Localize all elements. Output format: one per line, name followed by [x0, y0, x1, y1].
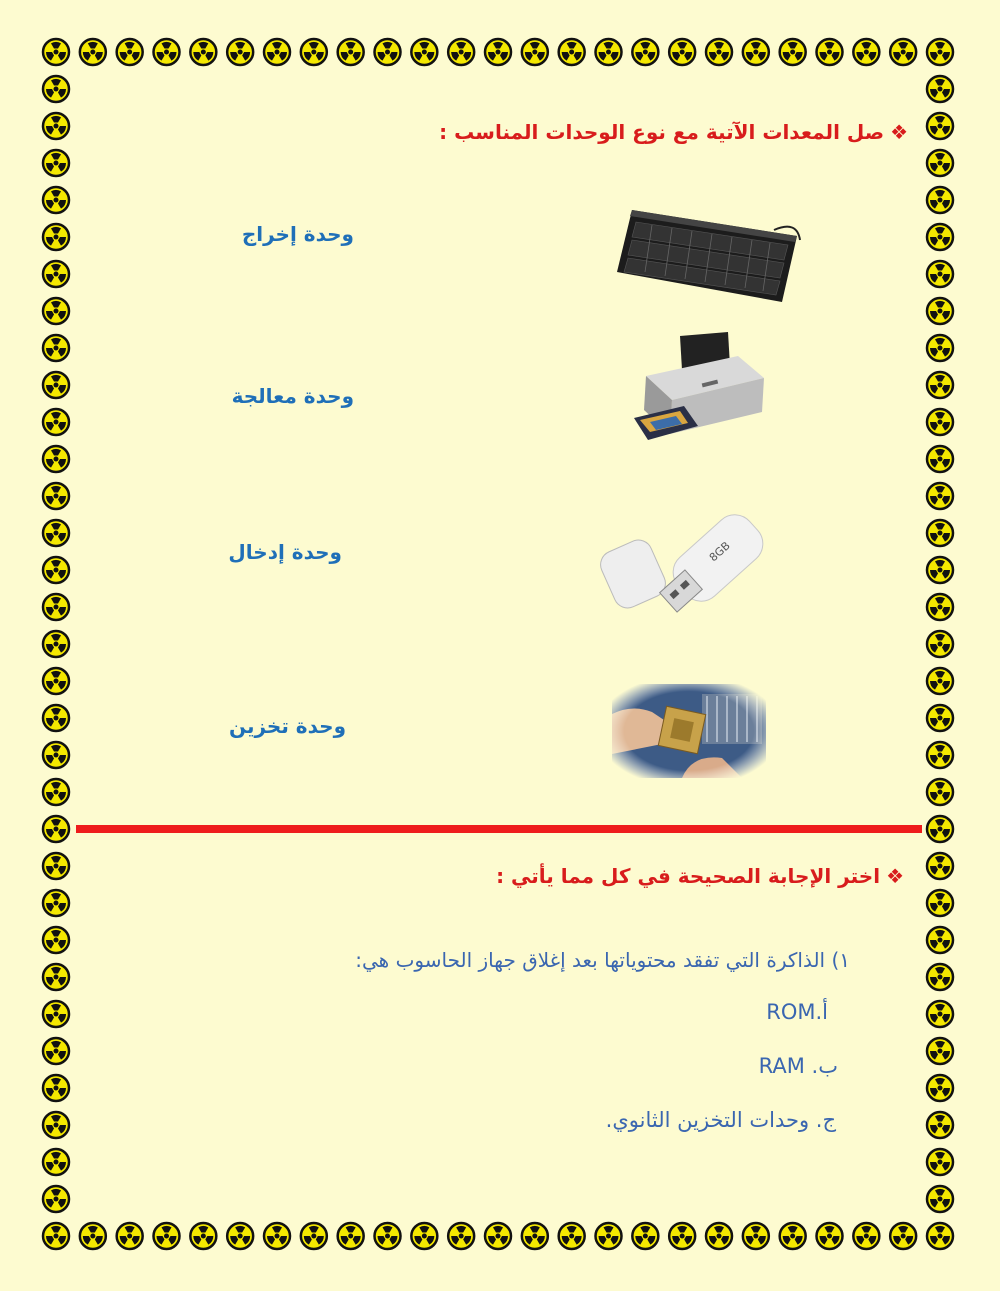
- unit-label-input: وحدة إدخال: [228, 540, 342, 564]
- diamond-bullet-icon: ❖: [890, 120, 908, 144]
- section1-title-text: صل المعدات الآتية مع نوع الوحدات المناسب :: [439, 120, 885, 144]
- usb-capacity-label: 8GB: [706, 539, 733, 565]
- section2-title-text: اختر الإجابة الصحيحة في كل مما يأتي :: [496, 864, 881, 888]
- question-1: ١) الذاكرة التي تفقد محتوياتها بعد إغلاق جهاز الحاسوب هي:: [355, 948, 850, 972]
- usb-flash-drive-image: [600, 508, 776, 626]
- processor-chip-image: [612, 684, 766, 778]
- keyboard-image: [612, 200, 802, 310]
- unit-label-processing: وحدة معالجة: [231, 384, 354, 408]
- printer-image: [628, 326, 768, 446]
- section2-title: [496, 864, 904, 888]
- section-divider: [76, 825, 922, 833]
- unit-label-output: وحدة إخراج: [241, 222, 354, 246]
- diamond-bullet-icon: ❖: [886, 864, 904, 888]
- section1-title: [439, 120, 908, 144]
- unit-label-storage: وحدة تخزين: [228, 714, 346, 738]
- option-c[interactable]: ج. وحدات التخزين الثانوي.: [605, 1108, 836, 1132]
- option-a[interactable]: أ.ROM: [766, 1000, 828, 1024]
- option-b[interactable]: ب. RAM: [758, 1054, 838, 1078]
